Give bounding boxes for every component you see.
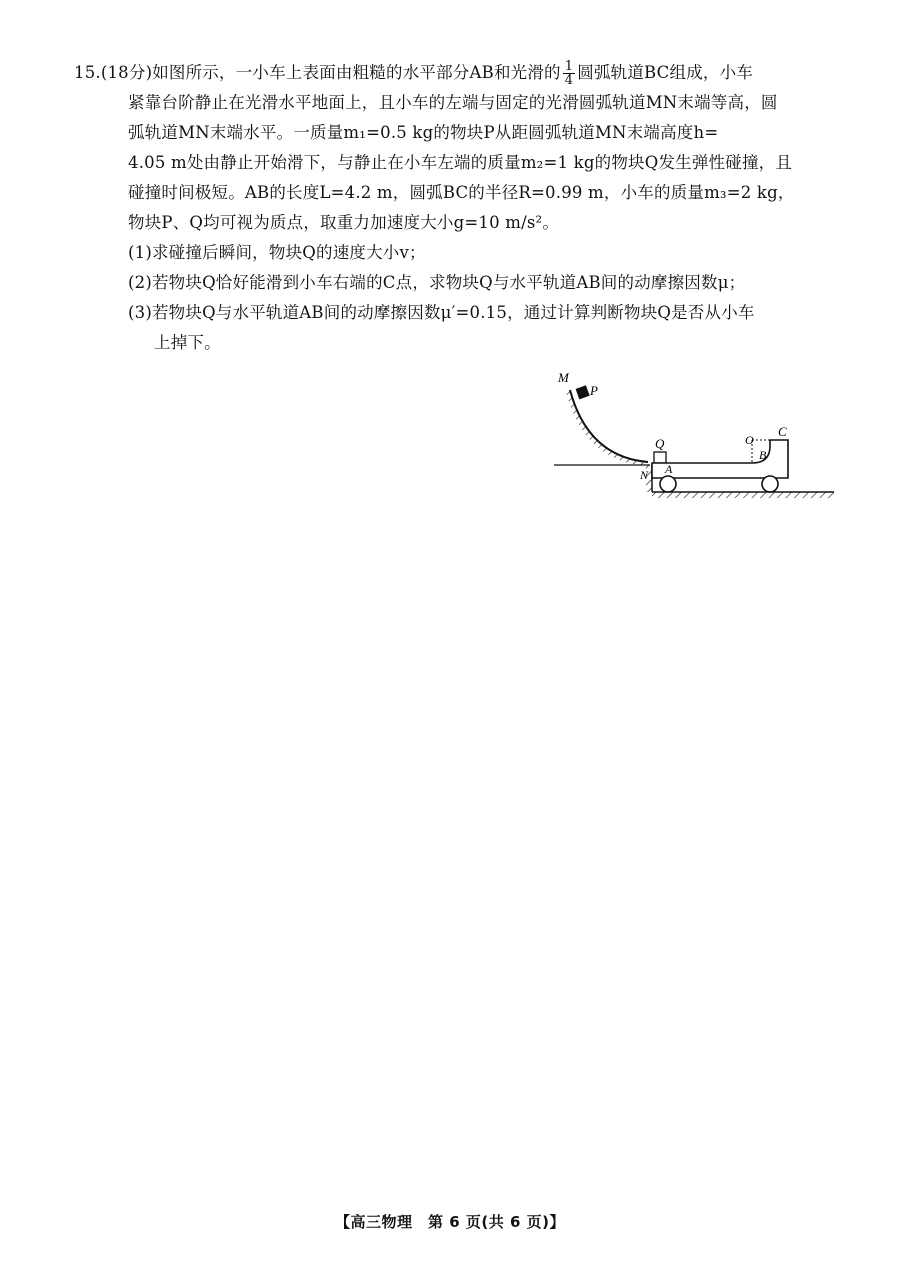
problem-text: 15.(18分)如图所示，一小车上表面由粗糙的水平部分AB和光滑的 xyxy=(74,63,561,82)
cart-body xyxy=(652,440,788,478)
wheel-left xyxy=(660,476,676,492)
problem-line-3: 弧轨道MN末端水平。一质量m₁=0.5 kg的物块P从距圆弧轨道MN末端高度h= xyxy=(128,123,719,142)
block-p xyxy=(576,385,590,399)
physics-diagram xyxy=(548,362,838,512)
problem-line-1 xyxy=(74,58,844,88)
question-3: (3)若物块Q与水平轨道AB间的动摩擦因数μ′=0.15，通过计算判断物块Q是否从小车 xyxy=(128,303,755,322)
question-2: (2)若物块Q恰好能滑到小车右端的C点，求物块Q与水平轨道AB间的动摩擦因数μ； xyxy=(128,273,746,292)
problem-line-4: 4.05 m处由静止开始滑下，与静止在小车左端的质量m₂=1 kg的物块Q发生弹性碰撞，且 xyxy=(128,153,793,172)
label-o: O xyxy=(745,433,754,447)
fraction-numerator: 1 xyxy=(564,59,574,74)
track-mn-hatch xyxy=(566,390,648,466)
problem-text: 圆弧轨道BC组成，小车 xyxy=(577,63,754,82)
label-c: C xyxy=(778,424,787,439)
problem-line-6: 物块P、Q均可视为质点，取重力加速度大小g=10 m/s²。 xyxy=(128,213,560,232)
label-b: B xyxy=(759,448,767,462)
label-a: A xyxy=(665,462,673,476)
cart-track-diagram xyxy=(548,362,838,512)
question-3-continued: 上掉下。 xyxy=(154,333,221,352)
floor-hatch xyxy=(652,492,834,498)
label-q: Q xyxy=(655,436,665,451)
label-n: N xyxy=(640,468,649,482)
problem-line-2: 紧靠台阶静止在光滑水平地面上，且小车的左端与固定的光滑圆弧轨道MN末端等高，圆 xyxy=(128,93,778,112)
label-m: M xyxy=(558,370,569,385)
label-p: P xyxy=(590,383,598,398)
wheel-right xyxy=(762,476,778,492)
fraction-denominator: 4 xyxy=(564,73,574,88)
fraction-one-quarter xyxy=(563,60,575,87)
question-1: (1)求碰撞后瞬间，物块Q的速度大小v； xyxy=(128,243,426,262)
page-footer: 【高三物理 第 6 页(共 6 页)】 xyxy=(335,1213,565,1231)
problem-line-5: 碰撞时间极短。AB的长度L=4.2 m，圆弧BC的半径R=0.99 m，小车的质量m₃=2 kg， xyxy=(128,183,795,202)
problem-15 xyxy=(74,58,844,358)
